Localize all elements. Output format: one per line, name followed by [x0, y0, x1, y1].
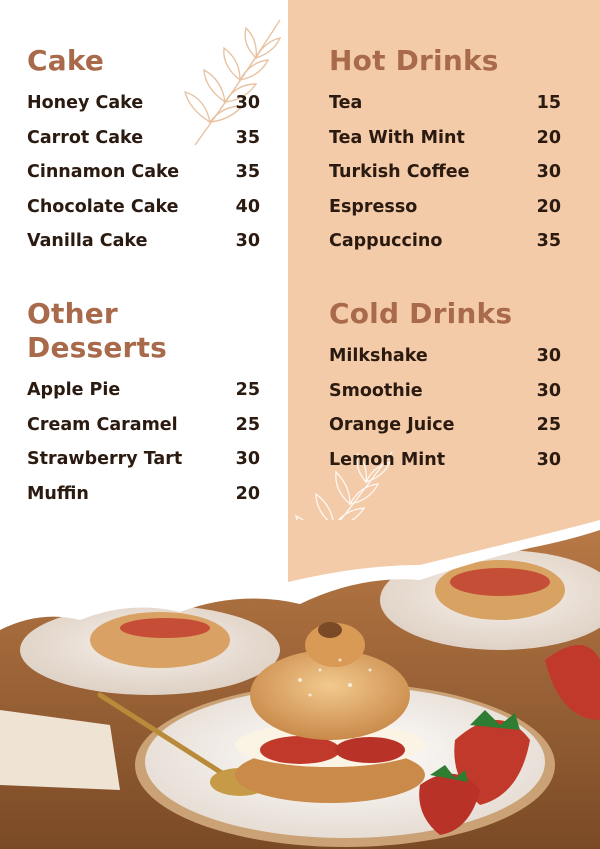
item-price: 30	[536, 449, 561, 470]
section-title: Cold Drinks	[329, 297, 513, 330]
item-name: Muffin	[27, 483, 89, 504]
item-price: 30	[536, 380, 561, 401]
item-price: 15	[536, 93, 561, 114]
item-price: 30	[235, 93, 260, 114]
item-name: Tea With Mint	[329, 127, 465, 148]
item-price: 25	[235, 380, 260, 401]
menu-item	[27, 224, 260, 259]
item-price: 20	[536, 196, 561, 217]
menu-item	[329, 121, 561, 156]
menu-item	[329, 86, 561, 121]
item-price: 35	[235, 162, 260, 183]
item-name: Chocolate Cake	[27, 196, 179, 217]
item-price: 25	[536, 415, 561, 436]
menu-item	[329, 408, 561, 443]
item-name: Cream Caramel	[27, 414, 178, 435]
menu-item	[27, 442, 260, 477]
item-price: 30	[536, 346, 561, 367]
item-name: Turkish Coffee	[329, 162, 470, 183]
menu-item	[27, 477, 260, 512]
item-name: Lemon Mint	[329, 449, 446, 470]
item-name: Apple Pie	[27, 380, 121, 401]
item-name: Carrot Cake	[27, 127, 144, 148]
menu-item	[329, 155, 561, 190]
cake-section	[27, 44, 260, 259]
section-title: Cake	[27, 44, 105, 77]
item-name: Vanilla Cake	[27, 231, 148, 252]
item-name: Tea	[329, 93, 363, 114]
item-name: Smoothie	[329, 380, 423, 401]
menu-item	[27, 121, 260, 156]
menu-item	[329, 224, 561, 259]
menu-item	[27, 373, 260, 408]
hot-drinks-section	[329, 44, 561, 259]
item-name: Honey Cake	[27, 93, 144, 114]
section-title: Other Desserts	[27, 297, 168, 364]
item-price: 30	[536, 162, 561, 183]
item-name: Strawberry Tart	[27, 449, 183, 470]
item-price: 35	[536, 231, 561, 252]
item-price: 30	[235, 449, 260, 470]
item-name: Orange Juice	[329, 415, 455, 436]
menu-item	[27, 408, 260, 443]
menu-item	[329, 190, 561, 225]
item-name: Cinnamon Cake	[27, 162, 180, 183]
item-price: 40	[235, 196, 260, 217]
item-price: 30	[235, 231, 260, 252]
menu-item	[27, 155, 260, 190]
dessert-photo	[0, 520, 600, 849]
item-price: 35	[235, 127, 260, 148]
menu-item	[27, 190, 260, 225]
menu-item	[329, 443, 561, 478]
item-name: Espresso	[329, 196, 418, 217]
item-name: Milkshake	[329, 346, 428, 367]
item-price: 20	[536, 127, 561, 148]
item-price: 25	[235, 414, 260, 435]
section-title: Hot Drinks	[329, 44, 499, 77]
item-price: 20	[235, 483, 260, 504]
menu-item	[329, 374, 561, 409]
menu-item	[27, 86, 260, 121]
item-name: Cappuccino	[329, 231, 443, 252]
other-desserts-section	[27, 297, 260, 511]
cold-drinks-section	[329, 297, 561, 477]
menu-item	[329, 339, 561, 374]
